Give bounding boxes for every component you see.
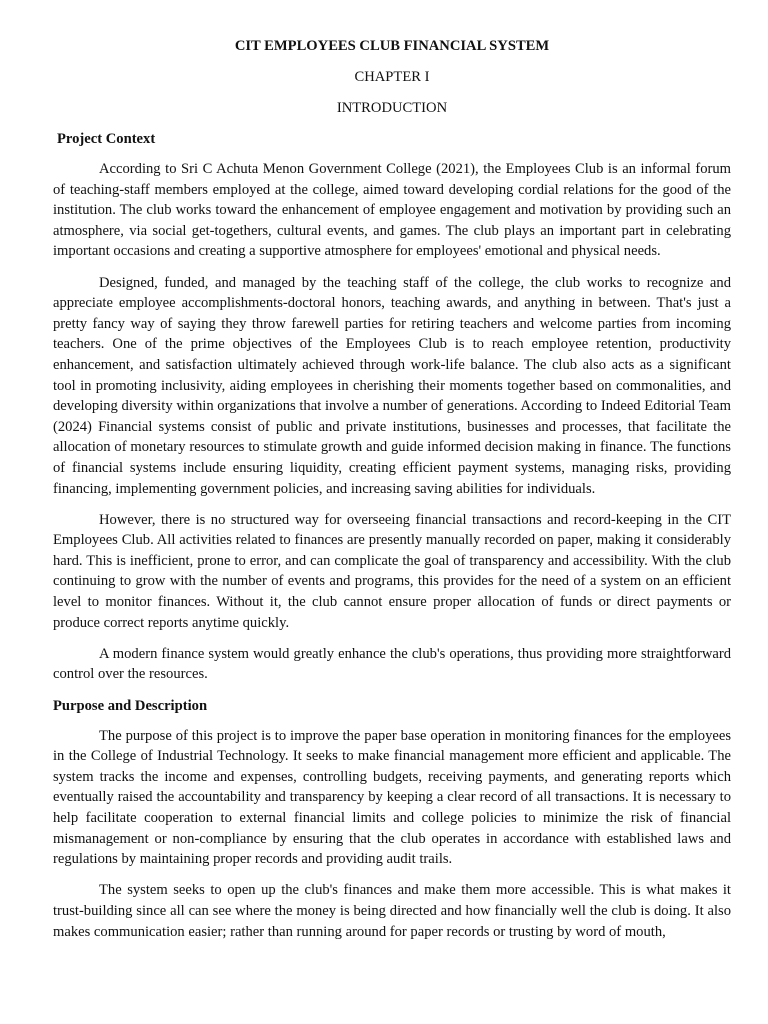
section-heading: Purpose and Description [53, 697, 208, 714]
paragraph: However, there is no structured way for overseeing financial transactions and record-keeping in the CIT Employees Club. All activities related to finances are presently manually recorded on paper, making it considerably hard. This is inefficient, prone to error, and can complicate the goal of transparency and accessibility. With the club continuing to grow with the number of events and programs, this provides for the need of a system on an efficient level to monitor finances. Without it, the club cannot ensure proper allocation of funds or direct payments or produce correct reports anytime quickly. [53, 511, 731, 631]
document-page [53, 36, 731, 953]
paragraph: Designed, funded, and managed by the teaching staff of the college, the club works to recognize and appreciate employee accomplishments-doctoral honors, teaching awards, and anything in between. That's just a pretty fancy way of saying they throw farewell parties for retiring teachers and welcome parties from incoming teachers. One of the prime objectives of the Employees Club is to reach employee retention, productivity enhancement, and satisfaction ultimately achieved through work-life balance. The club also acts as a significant tool in promoting inclusivity, aiding employees in cherishing their moments together based on commonalities, and developing diversity within organizations that involve a number of generations. According to Indeed Editorial Team (2024) Financial systems consist of public and private institutions, businesses and processes, that facilitate the allocation of monetary resources to stimulate growth and guide informed decision making in finance. The functions of financial systems include ensuring liquidity, creating efficient payment systems, managing risks, providing financing, implementing government policies, and increasing saving abilities for individuals. [53, 274, 731, 497]
document-title: CIT EMPLOYEES CLUB FINANCIAL SYSTEM [234, 38, 550, 54]
paragraph: A modern finance system would greatly enhance the club's operations, thus providing more straightforward control over the resources. [53, 645, 731, 683]
section-heading: Project Context [57, 131, 156, 147]
section-purpose-and-description [53, 696, 731, 943]
chapter-title: INTRODUCTION [336, 100, 448, 116]
paragraph: The system seeks to open up the club's finances and make them more accessible. This is what makes it trust-building since all can see where the money is being directed and how financially well the club is doing. It also makes communication easier; rather than running around for paper records or trusting by word of mouth, [53, 882, 731, 940]
paragraph: The purpose of this project is to improve the paper base operation in monitoring finances for the employees in the College of Industrial Technology. It seeks to make financial management more efficient and applicable. The system tracks the income and expenses, controlling budgets, receiving payments, and generating reports which eventually raised the accountability and transparency by keeping a clear record of all transactions. It is necessary to help facilitate cooperation to external financial limits and college policies to minimize the risk of financial mismanagement or non-compliance by ensuring that the club operates in accordance with established laws and regulations by maintaining proper records and providing audit trails. [53, 727, 731, 868]
section-project-context [53, 129, 731, 685]
paragraph: According to Sri C Achuta Menon Government College (2021), the Employees Club is an informal forum of teaching-staff members employed at the college, aimed toward developing cordial relations for the good of the institution. The club works toward the enhancement of employee engagement and motivation by providing such an atmosphere, via social get-togethers, cultural events, and games. The club plays an important part in celebrating important occasions and creating a supportive atmosphere for employees' emotional and physical needs. [53, 161, 731, 260]
chapter-number: CHAPTER I [354, 69, 430, 85]
